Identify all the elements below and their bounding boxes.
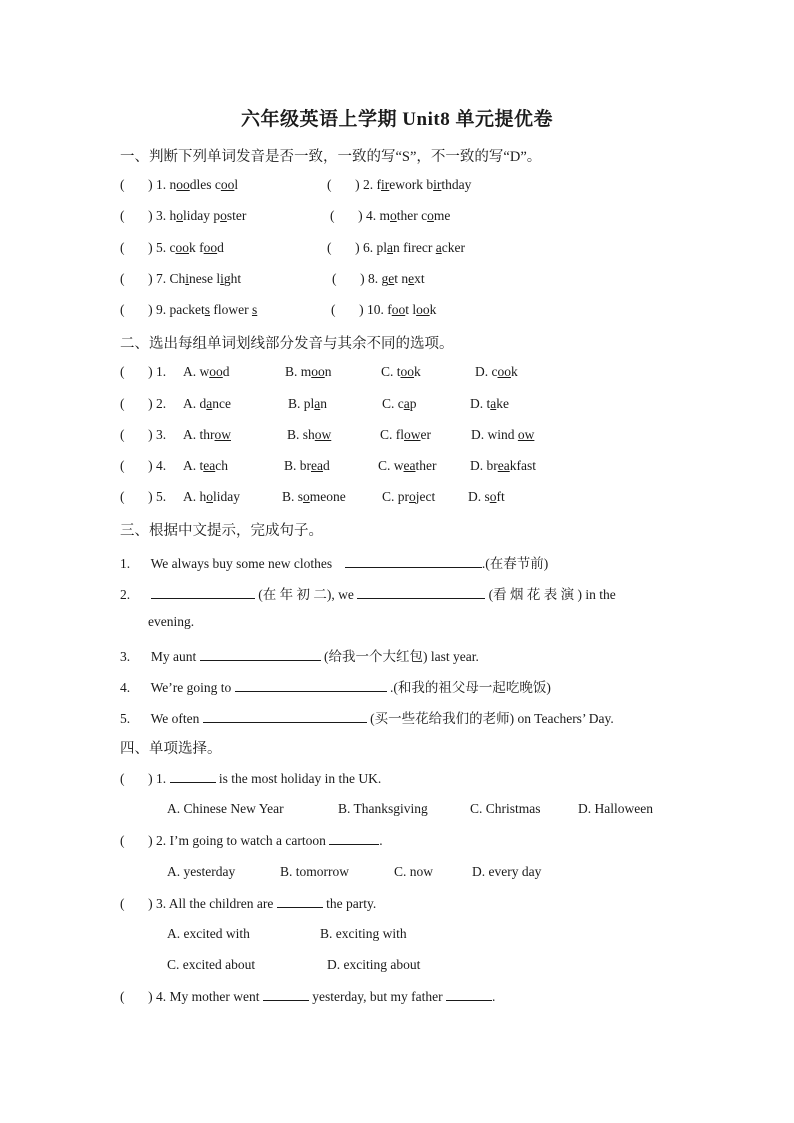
s2-option[interactable] [381, 364, 421, 380]
answer-blank[interactable] [200, 648, 321, 661]
s1-item [327, 240, 465, 256]
word-text: g [381, 271, 389, 286]
s2-option[interactable] [183, 396, 231, 412]
underlined-letters: oo [176, 177, 190, 192]
word-text: flower [210, 302, 252, 317]
s4-q1-option-a[interactable]: A. Chinese New Year [167, 801, 284, 816]
answer-paren[interactable]: ( ) [120, 208, 156, 223]
underlined-letters: a [314, 396, 321, 411]
underlined-letters: oo [175, 240, 189, 255]
s2-question-number: ( ) 4. [120, 458, 167, 473]
s2-option[interactable] [382, 396, 417, 412]
s2-option[interactable] [470, 396, 509, 412]
underlined-letters: ir [433, 177, 442, 192]
word-text: 9. [156, 302, 167, 317]
answer-paren[interactable]: ( ) [120, 427, 156, 442]
word-text: er [420, 427, 432, 442]
word-text: ther c [396, 208, 428, 223]
answer-blank[interactable] [203, 710, 367, 723]
word-text: D. c [475, 364, 498, 379]
underlined-letters: i [220, 271, 224, 286]
word-text: packet [169, 302, 205, 317]
underlined-letters: a [206, 396, 213, 411]
word-text: kfast [509, 458, 536, 473]
word-text: ch [215, 458, 228, 473]
s4-q1-option-d[interactable]: D. Halloween [578, 801, 653, 816]
s4-q3-option-a[interactable]: A. excited with [167, 926, 250, 941]
s2-option[interactable] [470, 458, 536, 474]
answer-blank[interactable] [263, 988, 309, 1001]
s1-item [332, 271, 425, 287]
underlined-letters: a [403, 396, 410, 411]
word-text: C. fl [380, 427, 405, 442]
word-text: liday p [183, 208, 221, 223]
underlined-letters: ea [497, 458, 510, 473]
word-text: ft [496, 489, 505, 504]
s4-question-1: ( ) 1. is the most holiday in the UK. [120, 771, 382, 786]
section-1-heading: 一、判断下列单词发音是否一致，一致的写“S”，不一致的写“D”。 [120, 149, 542, 165]
word-text: n [169, 177, 177, 192]
underlined-letters: o [176, 208, 183, 223]
word-text: D. t [470, 396, 491, 411]
underlined-letters: oo [311, 364, 325, 379]
s4-question-2: ( ) 2. I’m going to watch a cartoon . [120, 833, 383, 848]
underlined-letters: o [489, 489, 497, 504]
underlined-letters: i [185, 271, 190, 286]
s2-option[interactable] [382, 489, 435, 505]
word-text: A. w [183, 364, 210, 379]
answer-paren[interactable]: ( ) [327, 240, 363, 255]
word-text: D. br [470, 458, 498, 473]
s3-question-2-continued: evening. [148, 614, 195, 629]
word-text: B. br [284, 458, 311, 473]
word-text: 3. [156, 208, 167, 223]
s3-question-2: 2. (在 年 初 二), we (看 烟 花 表 演 ) in the [120, 587, 616, 602]
word-text: ework b [389, 177, 434, 192]
answer-paren[interactable]: ( ) [120, 240, 156, 255]
underlined-letters: a [490, 396, 497, 411]
s2-question-number: ( ) 3. [120, 427, 167, 442]
underlined-letters: ir [381, 177, 390, 192]
word-text: B. pl [288, 396, 315, 411]
word-text: n firecr [393, 240, 436, 255]
s2-option[interactable] [468, 489, 505, 505]
word-text: A. t [183, 458, 204, 473]
answer-blank[interactable] [345, 555, 482, 568]
answer-paren[interactable]: ( ) [327, 177, 363, 192]
word-text: meone [309, 489, 346, 504]
word-text: C. t [381, 364, 401, 379]
s4-q2-option-c[interactable]: C. now [394, 864, 434, 879]
word-text: A. thr [183, 427, 215, 442]
word-text: C. c [382, 396, 404, 411]
s2-option[interactable] [284, 458, 330, 474]
word-text: D. wind [471, 427, 518, 442]
answer-paren[interactable]: ( ) [120, 833, 153, 848]
answer-paren[interactable]: ( ) [331, 302, 367, 317]
answer-blank[interactable] [170, 770, 216, 783]
s1-item [120, 240, 224, 256]
word-text: h [169, 208, 177, 223]
word-text: d [217, 240, 224, 255]
s3-question-4: 4. We’re going to .(和我的祖父母一起吃晚饭) [120, 680, 551, 695]
section-3-heading: 三、根据中文提示，完成句子。 [120, 523, 323, 539]
underlined-letters: ow [517, 427, 535, 442]
word-text: xt [414, 271, 425, 286]
word-text: 5. [156, 240, 167, 255]
answer-paren[interactable]: ( ) [120, 271, 156, 286]
s2-option[interactable] [183, 489, 240, 505]
word-text: A. h [183, 489, 207, 504]
answer-blank[interactable] [329, 832, 379, 845]
s2-question-number: ( ) 1. [120, 364, 167, 379]
s2-option[interactable] [475, 364, 518, 380]
answer-paren[interactable]: ( ) [120, 458, 156, 473]
s1-item [120, 302, 257, 318]
word-text: cker [441, 240, 465, 255]
word-text: ther [415, 458, 437, 473]
underlined-letters: oo [400, 364, 415, 379]
word-text: A. d [183, 396, 207, 411]
s2-option[interactable] [471, 427, 534, 443]
s2-option[interactable] [282, 489, 346, 505]
section-2-heading: 二、选出每组单词划线部分发音与其余不同的选项。 [120, 336, 454, 352]
word-text: c [169, 240, 176, 255]
answer-blank[interactable] [151, 586, 255, 599]
underlined-letters: ea [203, 458, 216, 473]
underlined-letters: ow [314, 427, 332, 442]
s4-q1-option-c[interactable]: C. Christmas [470, 801, 541, 816]
s2-question-number: ( ) 2. [120, 396, 167, 411]
word-text: 6. [363, 240, 374, 255]
answer-paren[interactable]: ( ) [120, 177, 156, 192]
answer-paren[interactable]: ( ) [120, 771, 153, 786]
word-text: C. pr [382, 489, 409, 504]
word-text: k [429, 302, 437, 317]
s2-option[interactable] [378, 458, 437, 474]
answer-blank[interactable] [446, 988, 492, 1001]
underlined-letters: e [408, 271, 415, 286]
word-text: thday [441, 177, 472, 192]
word-text: ject [415, 489, 436, 504]
s2-question-number: ( ) 5. [120, 489, 167, 504]
word-text: k f [189, 240, 204, 255]
underlined-letters: oo [220, 177, 235, 192]
s2-option[interactable] [288, 396, 327, 412]
underlined-letters: o [206, 489, 213, 504]
word-text: 1. [156, 177, 167, 192]
underlined-letters: ea [403, 458, 416, 473]
s2-option[interactable] [287, 427, 331, 443]
s1-item [330, 208, 450, 224]
word-text: Ch [169, 271, 186, 286]
word-text: pl [376, 240, 388, 255]
word-text: m [379, 208, 391, 223]
s4-q2-option-d[interactable]: D. every day [472, 864, 542, 879]
word-text: t l [405, 302, 417, 317]
s1-item [120, 177, 238, 193]
underlined-letters: o [303, 489, 310, 504]
s1-item [327, 177, 471, 193]
word-text: B. s [282, 489, 304, 504]
underlined-letters: ow [214, 427, 231, 442]
s4-q3-option-b[interactable]: B. exciting with [320, 926, 407, 941]
answer-paren[interactable]: ( ) [120, 989, 153, 1004]
word-text: me [433, 208, 451, 223]
s4-q1-option-b[interactable]: B. Thanksgiving [338, 801, 428, 816]
s1-item [331, 302, 436, 318]
word-text: 4. [366, 208, 377, 223]
word-text: nce [212, 396, 231, 411]
word-text: ster [226, 208, 247, 223]
answer-paren[interactable]: ( ) [120, 896, 153, 911]
s1-item [120, 271, 241, 287]
word-text: 2. [363, 177, 374, 192]
underlined-letters: oo [203, 240, 218, 255]
word-text: nese l [189, 271, 221, 286]
word-text: 10. [367, 302, 384, 317]
s2-option[interactable] [285, 364, 332, 380]
s2-option[interactable] [183, 364, 230, 380]
section-4-heading: 四、单项选择。 [120, 741, 222, 757]
word-text: n [320, 396, 328, 411]
s2-option[interactable] [380, 427, 431, 443]
s3-question-3: 3. My aunt (给我一个大红包) last year. [120, 649, 479, 664]
answer-blank[interactable] [357, 586, 485, 599]
word-text: l [234, 177, 239, 192]
underlined-letters: oo [497, 364, 511, 379]
word-text: 8. [368, 271, 379, 286]
answer-paren[interactable]: ( ) [120, 396, 156, 411]
word-text: d [222, 364, 230, 379]
word-text: n [324, 364, 332, 379]
underlined-letters: o [427, 208, 434, 223]
underlined-letters: oo [209, 364, 223, 379]
s4-question-3: ( ) 3. All the children are the party. [120, 896, 377, 911]
word-text: D. s [468, 489, 490, 504]
word-text: liday [213, 489, 240, 504]
underlined-letters: o [409, 489, 416, 504]
word-text: dles c [189, 177, 221, 192]
answer-paren[interactable]: ( ) [330, 208, 366, 223]
word-text: ke [496, 396, 509, 411]
underlined-letters: o [390, 208, 397, 223]
s2-option[interactable] [183, 427, 231, 443]
word-text: d [322, 458, 330, 473]
underlined-letters: ow [404, 427, 421, 442]
word-text: C. w [378, 458, 404, 473]
underlined-letters: s [204, 302, 210, 317]
s3-question-1: 1. We always buy some new clothes .(在春节前) [120, 556, 549, 571]
answer-paren[interactable]: ( ) [120, 364, 156, 379]
answer-blank[interactable] [277, 895, 323, 908]
word-text: 7. [156, 271, 167, 286]
answer-blank[interactable] [235, 679, 387, 692]
s4-q2-option-b[interactable]: B. tomorrow [280, 864, 349, 879]
underlined-letters: s [251, 302, 258, 317]
word-text: B. m [285, 364, 312, 379]
s2-option[interactable] [183, 458, 228, 474]
answer-paren[interactable]: ( ) [332, 271, 368, 286]
underlined-letters: a [435, 240, 442, 255]
underlined-letters: oo [391, 302, 406, 317]
word-text: k [511, 364, 518, 379]
s4-q3-option-c[interactable]: C. excited about [167, 957, 256, 972]
word-text: t n [394, 271, 409, 286]
word-text: ght [223, 271, 242, 286]
s4-q2-option-a[interactable]: A. yesterday [167, 864, 236, 879]
s4-q3-option-d[interactable]: D. exciting about [327, 957, 421, 972]
answer-paren[interactable]: ( ) [120, 489, 156, 504]
word-text: p [409, 396, 417, 411]
underlined-letters: e [388, 271, 395, 286]
answer-paren[interactable]: ( ) [120, 302, 156, 317]
word-text: f [387, 302, 392, 317]
s4-question-4: ( ) 4. My mother went yesterday, but my father . [120, 989, 496, 1004]
word-text: f [376, 177, 381, 192]
word-text: k [414, 364, 421, 379]
underlined-letters: a [387, 240, 394, 255]
underlined-letters: oo [416, 302, 430, 317]
word-text: B. sh [287, 427, 315, 442]
s1-item [120, 208, 246, 224]
s3-question-5: 5. We often (买一些花给我们的老师) on Teachers’ Day. [120, 711, 614, 726]
underlined-letters: o [220, 208, 227, 223]
underlined-letters: ea [311, 458, 323, 473]
page-title: 六年级英语上学期 Unit8 单元提优卷 [241, 109, 553, 130]
